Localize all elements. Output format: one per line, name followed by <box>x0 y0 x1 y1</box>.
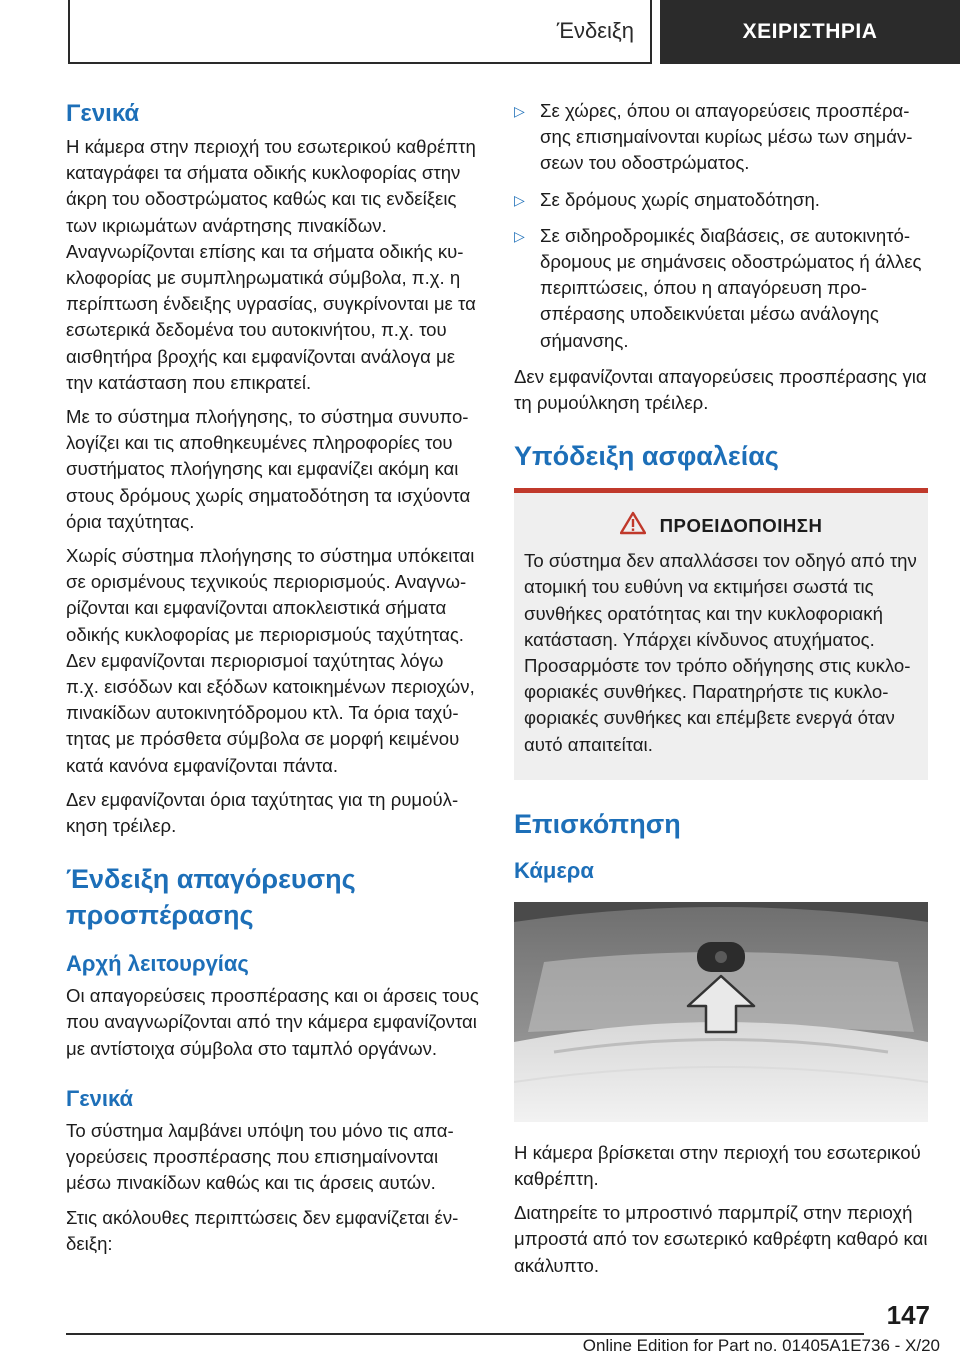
paragraph-general-2: Το σύστημα λαμβάνει υπόψη του μόνο τις απαγορεύσεις προσπέρασης που επισημαίνονται μέσω πινακίδων καθώς και τις άρσεις αυτών. <box>66 1119 454 1194</box>
paragraph-trailer: Δεν εμφανίζονται όρια ταχύτητας για τη ρυμούλκηση τρέιλερ. <box>66 788 459 837</box>
paragraph-navigation: Με το σύστημα πλοήγησης, το σύστημα συνυπολογίζει και τις αποθηκευμένες πληροφορίες του συστήματος πλοήγησης και εμφανίζει ακόμη και στους δρόμους χωρίς σηματοδότηση τα ισχύοντα όρια ταχύτητας. <box>66 406 471 532</box>
right-column <box>514 98 928 1287</box>
paragraph-principle: Οι απαγορεύσεις προσπέρασης και οι άρσεις τους που αναγνωρίζονται από την κάμερα εμφανίζονται με αντίστοιχα σύμβολα στο ταμπλό οργάνων. <box>66 985 479 1059</box>
list-item: ▷ Σε χώρες, όπου οι απαγορεύσεις προσπέρασης επισημαίνονται κυρίως μέσω των σημάνσεων του οδοστρώματος. <box>514 100 913 174</box>
camera-location-photo <box>514 902 928 1122</box>
heading-overview: Επισκόπηση <box>514 808 681 839</box>
page-number: 147 <box>886 1300 930 1330</box>
list-item: ▷ Σε δρόμους χωρίς σηματοδότηση. <box>514 187 928 213</box>
heading-principle: Αρχή λειτουργίας <box>66 951 249 977</box>
heading-safety: Υπόδειξη ασφαλείας <box>514 441 779 472</box>
warning-header <box>524 511 918 540</box>
left-column <box>66 98 480 1265</box>
section-tab: Ένδειξη <box>68 0 652 64</box>
bullet-triangle-icon: ▷ <box>514 191 525 208</box>
warning-title: ΠΡΟΕΙΔΟΠΟΙΗΣΗ <box>659 514 823 536</box>
page-header <box>0 0 960 66</box>
bullet-triangle-icon: ▷ <box>514 227 525 244</box>
warning-triangle-icon <box>620 511 646 540</box>
warning-text: Το σύστημα δεν απαλλάσσει τον οδηγό από την ατομική του ευθύνη να εκτιμήσει σωστά τις συνθήκες ορατότητας και την κυκλοφοριακή κατάσταση. Υπάρχει κίνδυνος ατυχήματος. Προσαρμόστε τον τρόπο οδήγησης στις κυκλοφοριακές συνθήκες. Παρατηρήστε τις κυκλοφοριακές συνθήκες και επέμβετε ενεργά όταν αυτό απαιτείται. <box>524 550 917 755</box>
heading-general: Γενικά <box>66 100 140 127</box>
heading-general-2: Γενικά <box>66 1085 134 1111</box>
heading-camera: Κάμερα <box>514 857 594 883</box>
warning-box <box>514 488 928 780</box>
paragraph-keep-clean: Διατηρείτε το μπροστινό παρμπρίζ στην περιοχή μπροστά από τον εσωτερικό καθρέφτη καθαρό και ακάλυπτο. <box>514 1202 928 1276</box>
paragraph-camera-description: Η κάμερα στην περιοχή του εσωτερικού καθρέπτη καταγράφει τα σήματα οδικής κυκλοφορίας στην άκρη του οδοστρώματος καθώς και τις ενδείξεις των ικριωμάτων ανάρτησης πινακίδων. Αναγνωρίζονται επίσης και τα σήματα οδικής κυκλοφορίας με συμπληρωματικά σύμβολα, π.χ. η περίπτωση ένδειξης υγρασίας, συγκρίνονται με τα εσωτερικά δεδομένα του αυτοκινήτου, π.χ. του αισθητήρα βροχής και εμφανίζονται ανάλογα με την κατάσταση που επικρατεί. <box>66 136 476 393</box>
list-item: ▷ Σε σιδηροδρομικές διαβάσεις, σε αυτοκινητόδρομους με σημάνσεις οδοστρώματος ή άλλες περιπτώσεις, όπου η απαγόρευση προσπέρασης υποδεικνύεται μέσω ανάλογης σήμανσης. <box>514 224 922 351</box>
bullet-triangle-icon: ▷ <box>514 103 525 119</box>
chapter-tab: ΧΕΙΡΙΣΤΗΡΙΑ <box>660 0 960 64</box>
paragraph-cases: Στις ακόλουθες περιπτώσεις δεν εμφανίζεται ένδειξη: <box>66 1206 459 1254</box>
footer-divider <box>66 1333 864 1335</box>
heading-no-overtaking: Ένδειξη απαγόρευσης προσπέρασης <box>66 864 356 931</box>
paragraph-no-navigation: Χωρίς σύστημα πλοήγησης το σύστημα υπόκειται σε ορισμένους τεχνικούς περιορισμούς. Αναγνωρίζονται και εμφανίζονται αποκλειστικά σήματα οδικής κυκλοφορίας με περιορισμούς ταχύτητας. Δεν εμφανίζονται περιορισμοί ταχύτητας λόγω π.χ. εισόδων και εξόδων κατοικημένων περιοχών, πινακίδων αυτοκινητόδρομου κτλ. Τα όρια ταχύτητας με πρόσθετα σύμβολα σε μορφή κειμένου κατά κανόνα εμφανίζονται πάντα. <box>66 545 475 776</box>
paragraph-trailer-overtaking: Δεν εμφανίζονται απαγορεύσεις προσπέρασης για τη ρυμούλκηση τρέιλερ. <box>514 365 927 414</box>
paragraph-camera-location: Η κάμερα βρίσκεται στην περιοχή του εσωτερικού καθρέπτη. <box>514 1141 921 1190</box>
footer-edition: Online Edition for Part no. 01405A1E736 - X/20 <box>582 1336 940 1355</box>
